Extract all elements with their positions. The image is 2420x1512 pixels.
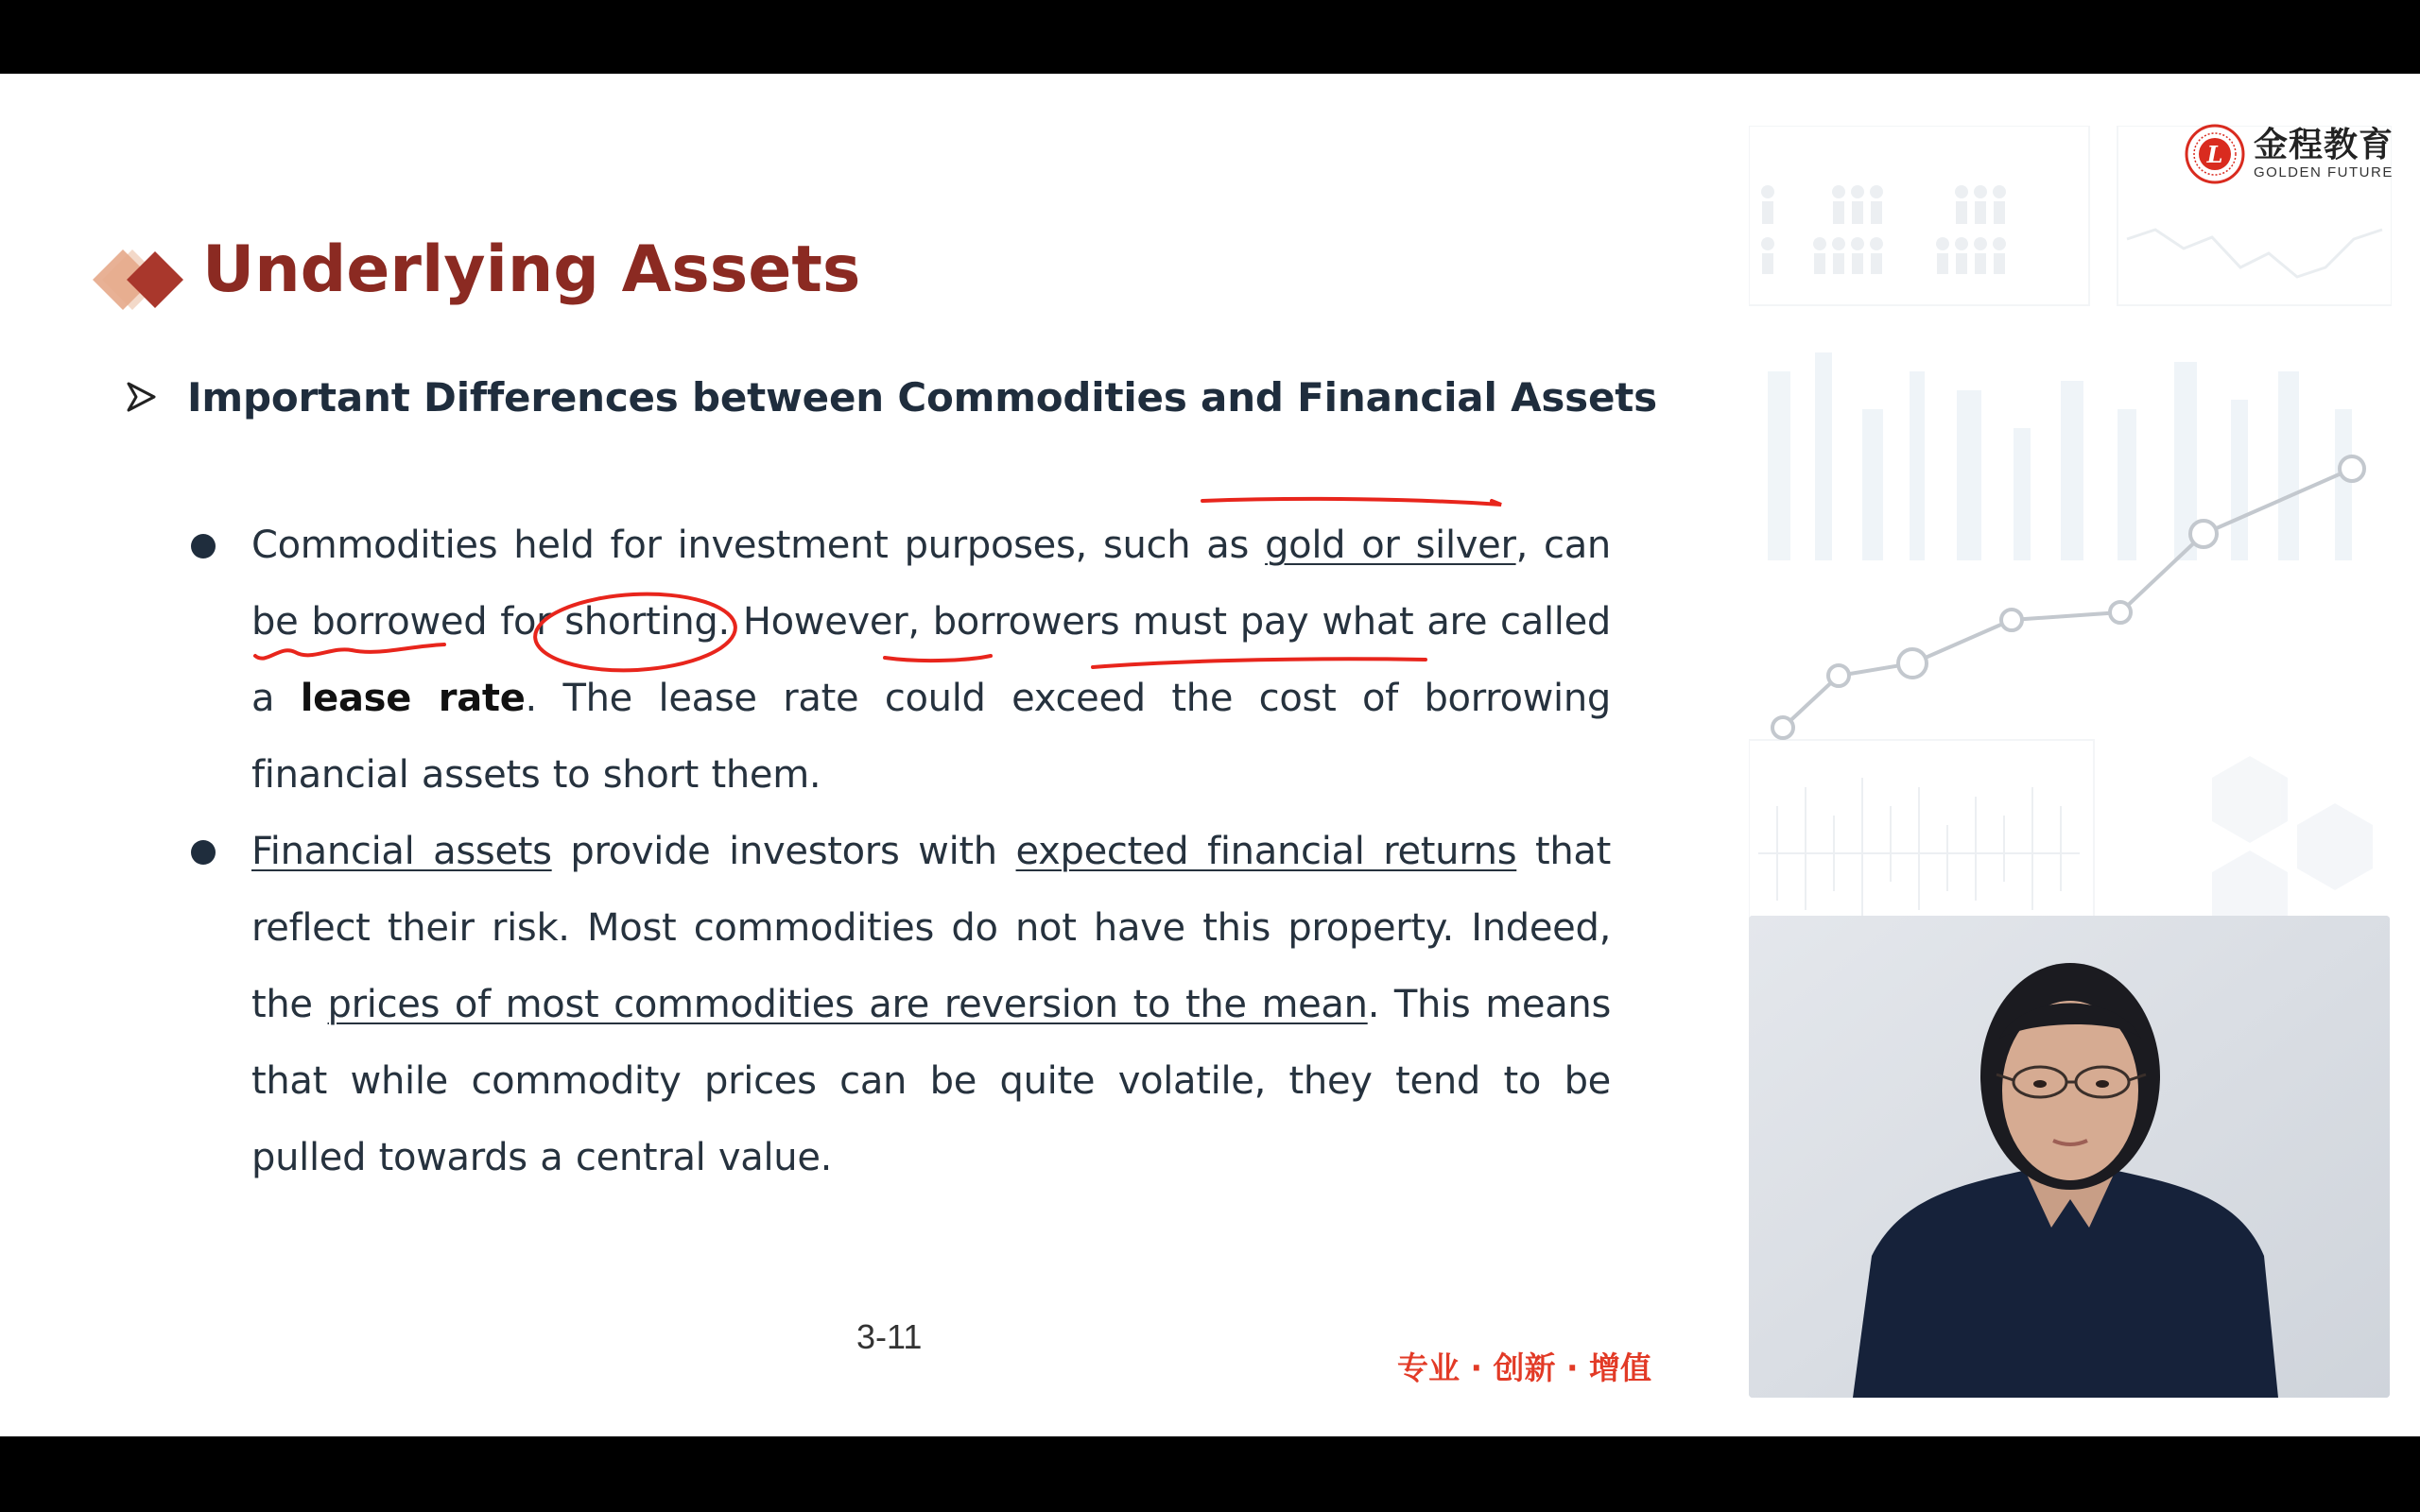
bullet2-underline-financial-assets: Financial assets — [251, 830, 552, 873]
letterbox-bottom — [0, 1436, 2420, 1512]
bullet1-bold-lease-rate: lease rate — [300, 677, 526, 720]
logo-chinese-name: 金程教育 — [2254, 126, 2394, 164]
bullet1-text-2: , can be borrowed for shorting. However, borrowers must pay what are called a — [251, 524, 1611, 720]
svg-text:L: L — [2206, 141, 2223, 168]
bullet1-underline-gold-silver: gold or silver — [1265, 524, 1516, 567]
arrowhead-bullet-icon — [125, 381, 157, 413]
logo-english-name: GOLDEN FUTURE — [2254, 164, 2394, 180]
diamond-decoration-icon — [64, 234, 187, 325]
heading-text: Important Differences between Commodities and Financial Assets — [187, 373, 1657, 421]
page-number: 3-11 — [856, 1317, 923, 1356]
bullet-dot-icon — [191, 534, 216, 558]
slide — [0, 74, 2420, 1436]
letterbox-top — [0, 0, 2420, 74]
bullet1-text-3: . The lease rate could exceed the cost of borrowing financial assets to short them. — [251, 677, 1611, 797]
bullet-dot-icon — [191, 840, 216, 865]
bullet-paragraph-financial-assets — [251, 814, 1611, 1196]
section-heading — [125, 367, 1657, 427]
bullet2-underline-reversion: prices of most commodities are reversion to the mean — [327, 983, 1368, 1026]
presenter-webcam-video — [1749, 916, 2390, 1398]
bullet1-text-1: Commodities held for investment purposes, such as — [251, 524, 1266, 567]
bullet2-text-2: that reflect their risk. Most commodities do not have this property. Indeed, the — [251, 830, 1612, 1026]
bullet2-underline-expected-returns: expected financial returns — [1015, 830, 1517, 873]
bullet-paragraph-lease-rate — [251, 507, 1611, 814]
presenter-image — [1749, 916, 2390, 1398]
company-logo — [2184, 119, 2394, 189]
golden-future-logo-icon — [2184, 123, 2246, 185]
annotation-underline-gold-silver — [1202, 499, 1501, 505]
slogan: 专业 · 创新 · 增值 — [1397, 1349, 1652, 1386]
bullet2-text-3: . This means that while commodity prices can be quite volatile, they tend to be pulled towards a central value. — [251, 983, 1611, 1179]
slide-title: Underlying Assets — [202, 232, 861, 307]
bullet2-text-1: provide investors with — [551, 830, 1016, 873]
infographic-background — [1749, 126, 2392, 957]
